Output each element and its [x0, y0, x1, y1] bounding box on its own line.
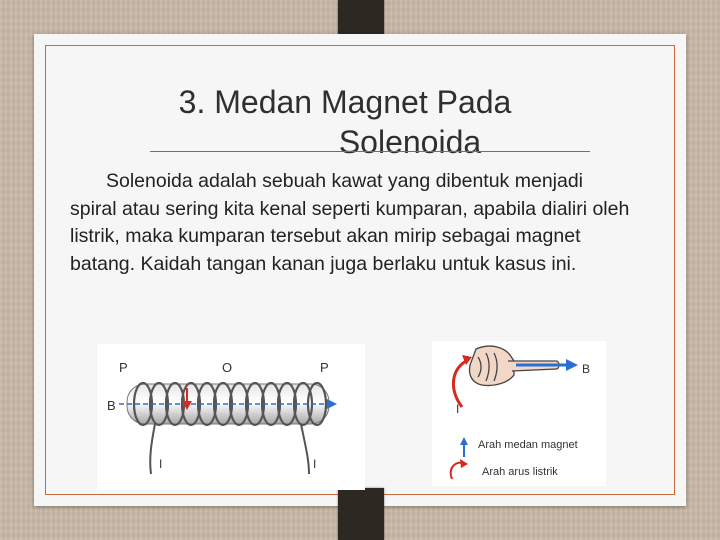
hand-current-arrow — [453, 361, 466, 407]
label-i-right: I — [313, 457, 317, 471]
hand-field-arrowhead — [566, 359, 578, 371]
label-p-left: P — [119, 360, 128, 375]
legend-current-label: Arah arus listrik — [482, 466, 558, 478]
label-p-right: P — [320, 360, 329, 375]
legend-current-arrowhead — [460, 459, 468, 468]
lead-left — [150, 424, 155, 474]
title-line-2: Solenoida — [338, 124, 482, 160]
right-hand-figure — [432, 341, 606, 486]
label-i-left: I — [159, 457, 163, 471]
label-o: O — [222, 360, 233, 375]
label-b: B — [107, 398, 116, 413]
title-divider — [150, 151, 590, 152]
solenoid-figure — [97, 344, 365, 490]
binder-strap-bottom — [338, 488, 384, 540]
field-arrowhead — [327, 399, 337, 409]
slide-title — [34, 82, 686, 162]
lead-right — [301, 424, 309, 474]
hand-label-i: I — [456, 402, 460, 416]
legend-field-label: Arah medan magnet — [478, 439, 578, 451]
hand-label-b: B — [582, 362, 591, 376]
body-paragraph: Solenoida adalah sebuah kawat yang dibentuk menjadi spiral atau sering kita kenal seperti kumparan, apabila dialiri oleh listrik, maka kumparan tersebut akan mirip sebagai magnet batang. Kaidah tangan kanan juga berlaku untuk kasus ini. — [70, 170, 630, 275]
legend-field-arrowhead — [460, 437, 468, 445]
title-line-1: 3. Medan Magnet Pada — [178, 84, 512, 120]
